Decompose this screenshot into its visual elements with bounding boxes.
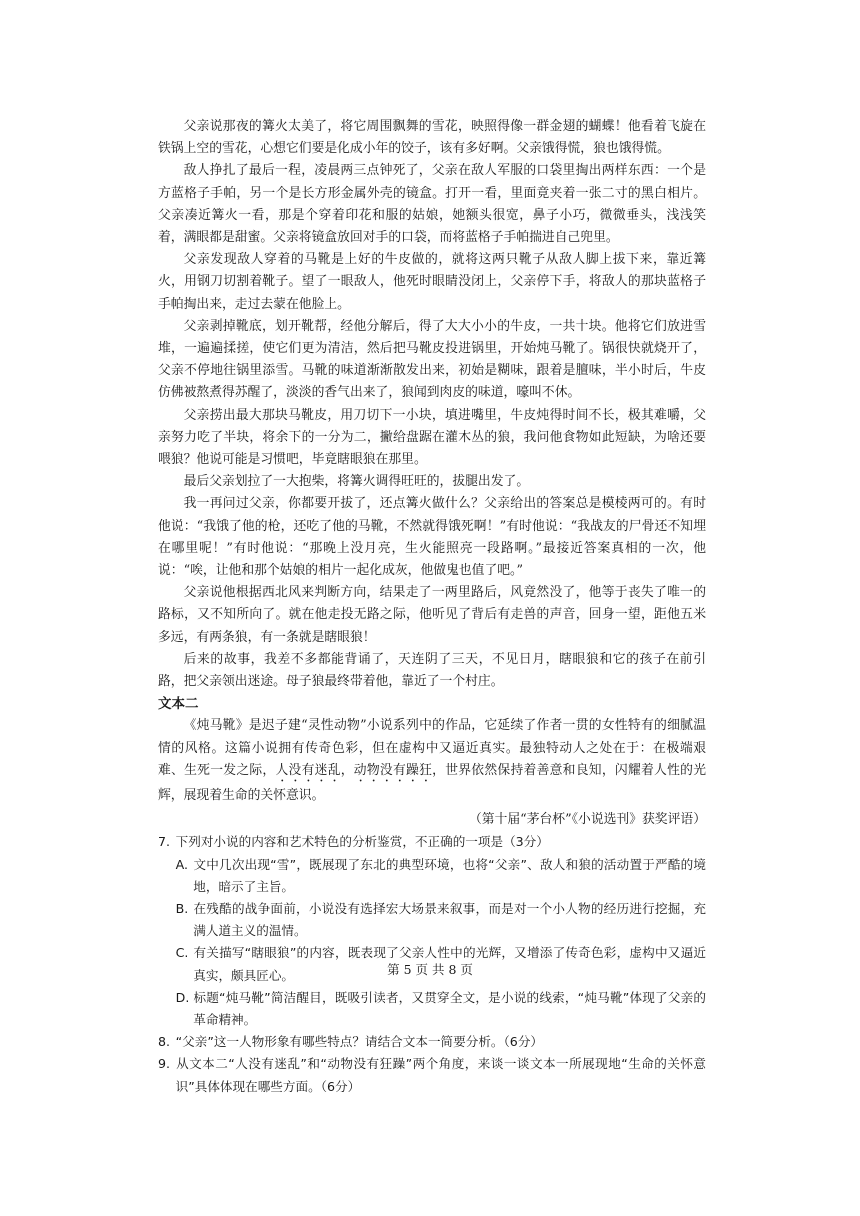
- story-paragraph: 父亲发现敌人穿着的马靴是上好的牛皮做的，就将这两只靴子从敌人脚上拔下来，靠近篝火，用钢刀切割着靴子。望了一眼敌人，他死时眼睛没闭上，父亲停下手，将敌人的那块蓝格子手帕掏出来，走过去蒙在他脸上。: [158, 252, 706, 312]
- story-paragraph: 父亲说那夜的篝火太美了，将它周围飘舞的雪花，映照得像一群金翅的蝴蝶！他看着飞旋在铁锅上空的雪花，心想它们要是化成小年的饺子，该有多好啊。父亲饿得慌，狼也饿得慌。: [158, 119, 706, 157]
- question-text: 从文本二“人没有迷乱”和“动物没有狂躁”两个角度，来谈一谈文本一所展现地“生命的关怀意识”具体体现在哪些方面。（6分）: [175, 1056, 706, 1094]
- story-paragraph: 我一再问过父亲，你都要开拔了，还点篝火做什么？父亲给出的答案总是模棱两可的。有时他说：“我饿了他的枪，还吃了他的马靴，不然就得饿死啊！”有时他说：“我战友的尸骨还不知埋在哪里呢！”有时他说：“那晚上没月亮，生火能照亮一段路啊。”最接近答案真相的一次，他说：“唉，让他和那个姑娘的相片一起化成灰，他做鬼也值了吧。”: [158, 496, 706, 579]
- text2-dotted-phrase: 人没有迷乱，动物没有躁狂: [275, 762, 433, 778]
- story-paragraph: 父亲剥掉靴底，划开靴帮，经他分解后，得了大大小小的牛皮，一共十块。他将它们放进雪堆，一遍遍揉搓，使它们更为清洁，然后把马靴皮投进锅里，开始炖马靴了。锅很快就烧开了，父亲不停地往锅里添雪。马靴的味道渐渐散发出来，初始是糊味，跟着是膻味，半小时后，牛皮仿佛被熬煮得苏醒了，淡淡的香气出来了，狼闻到肉皮的味道，嚎叫不休。: [158, 318, 706, 401]
- page-footer: 第 5 页 共 8 页: [387, 962, 473, 977]
- story-paragraph: 父亲捞出最大那块马靴皮，用刀切下一小块，填进嘴里，牛皮炖得时间不长，极其难嚼，父亲努力吃了半块，将余下的一分为二，撇给盘踞在灌木丛的狼，我问他食物如此短缺，为啥还要喂狼？他说可能是习惯吧，毕竟瞎眼狼在那里。: [158, 407, 706, 468]
- story-paragraph: 后来的故事，我差不多都能背诵了，天连阴了三天，不见日月，瞎眼狼和它的孩子在前引路，把父亲领出迷途。母子狼最终带着他，靠近了一个村庄。: [158, 651, 706, 690]
- story-paragraph: 最后父亲划拉了一大抱柴，将篝火调得旺旺的，拔腿出发了。: [183, 474, 530, 490]
- option-text: 有关描写“瞎眼狼”的内容，既表现了父亲人性中的光辉，又增添了传奇色彩，虚构中又逼近真实，颇具匠心。: [193, 945, 706, 983]
- text2-paragraph: [158, 715, 706, 807]
- text2-text-after: ，世界依然保持着善意和良知，闪耀着人性的光辉，展现着生命的关怀意识。: [158, 762, 707, 803]
- question-number: 8.: [158, 1034, 171, 1050]
- option-letter: A.: [175, 856, 189, 872]
- story-paragraph: 敌人挣扎了最后一程，凌晨两三点钟死了，父亲在敌人军服的口袋里掏出两样东西：一个是方蓝格子手帕，另一个是长方形金属外壳的镜盒。打开一看，里面竟夹着一张二寸的黑白相片。父亲凑近篝火一看，那是个穿着印花和服的姑娘，她额头很宽，鼻子小巧，微微垂头，浅浅笑着，满眼都是甜蜜。父亲将镜盒放回对手的口袋，而将蓝格子手帕揣进自己兜里。: [158, 163, 706, 246]
- option-text: 在残酷的战争面前，小说没有选择宏大场景来叙事，而是对一个小人物的经历进行挖掘，充满人道主义的温情。: [193, 900, 706, 939]
- story-paragraph: 父亲说他根据西北风来判断方向，结果走了一两里路后，风竟然没了，他等于丧失了唯一的路标，又不知所向了。就在他走投无路之际，他听见了背后有走兽的声音，回身一望，距他五米多远，有两条狼，有一条就是瞎眼狼！: [158, 585, 706, 645]
- page-content: [158, 116, 706, 1098]
- question-number: 7.: [158, 834, 171, 850]
- option-text: 标题“炖马靴”简洁醒目，既吸引读者，又贯穿全文，是小说的线索，“炖马靴”体现了父亲的革命精神。: [193, 989, 706, 1027]
- option-b: [158, 898, 706, 942]
- option-letter: D.: [175, 989, 190, 1005]
- option-d: [158, 987, 706, 1031]
- option-letter: C.: [175, 945, 189, 961]
- text2-attribution: （第十届“茅台杯”《小说选刊》获奖评语）: [468, 812, 706, 828]
- question-text: “父亲”这一人物形象有哪些特点？请结合文本一简要分析。（6分）: [175, 1034, 544, 1050]
- question-9: [158, 1053, 706, 1097]
- question-7: [158, 831, 706, 853]
- option-a: [158, 854, 706, 898]
- text2-text-before: 《炖马靴》是迟子建“灵性动物”小说系列中的作品，它延续了作者一贯的女性特有的细腻温情的风格。这篇小说拥有传奇色彩，但在虚构中又逼近真实。最独特动人之处在于：在极端艰难、生死一发之际，: [158, 718, 706, 778]
- question-8: [158, 1031, 706, 1053]
- question-number: 9.: [158, 1056, 171, 1072]
- option-letter: B.: [175, 900, 189, 916]
- question-text: 下列对小说的内容和艺术特色的分析鉴赏，不正确的一项是（3分）: [175, 834, 549, 850]
- text2-heading: 文本二: [158, 696, 199, 713]
- option-text: 文中几次出现“雪”，既展现了东北的典型环境，也将“父亲”、敌人和狼的活动置于严酷的境地，暗示了主旨。: [193, 856, 706, 894]
